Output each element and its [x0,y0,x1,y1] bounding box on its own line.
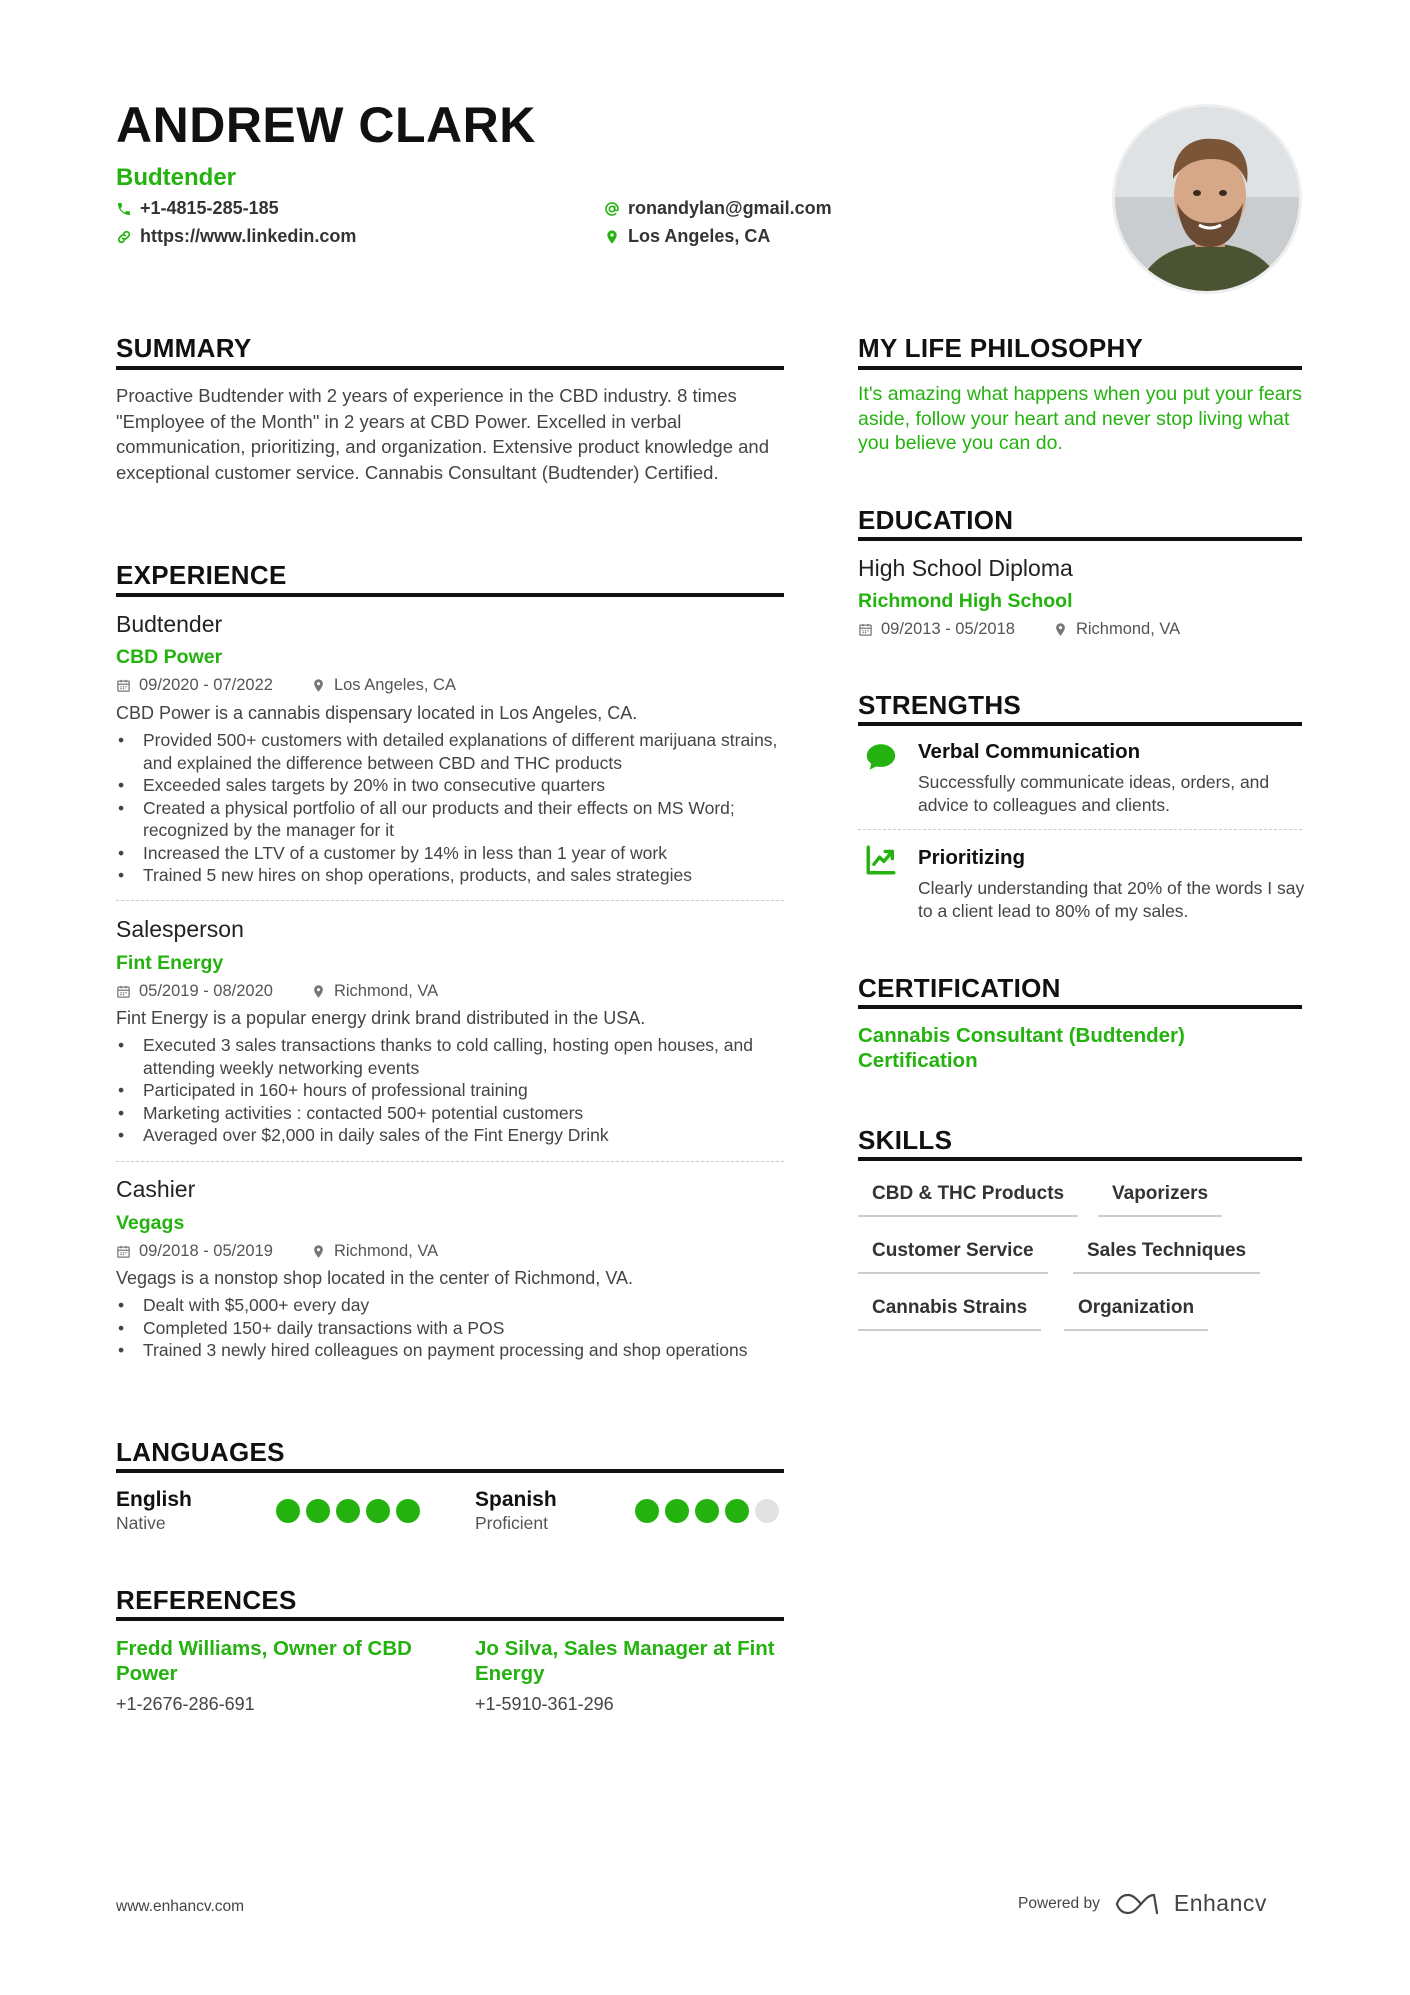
strengths-heading: STRENGTHS [858,690,1022,720]
reference-name: Fredd Williams, Owner of CBD Power [116,1637,412,1685]
job-separator [116,900,784,901]
strength-separator [858,829,1302,830]
linkedin-link[interactable]: https://www.linkedin.com [140,226,357,246]
experience-divider [116,593,784,597]
strength-text: Successfully communicate ideas, orders, and advice to colleagues and clients. [918,772,1270,815]
phone-text: +1-4815-285-185 [140,198,279,218]
chat-bubble-icon [864,740,898,774]
contact-phone [116,198,279,219]
skill-tag: Organization [1064,1297,1208,1331]
language-rating [635,1499,779,1523]
bullet-item: • Executed 3 sales transactions thanks to cold calling, hosting open houses, and attending weekly networking events [116,1034,786,1079]
language-rating [276,1499,420,1523]
contact-location [604,226,770,247]
reference-name: Jo Silva, Sales Manager at Fint Energy [475,1637,775,1685]
education-degree: High School Diploma [858,555,1073,581]
rating-dot-filled [366,1499,390,1523]
job-bullets [116,1294,786,1362]
contact-linkedin[interactable] [116,226,356,247]
language-name: Spanish [475,1488,557,1511]
job-bullets [116,729,786,887]
rating-dot-filled [695,1499,719,1523]
email-link[interactable]: ronandylan@gmail.com [628,198,832,218]
location-pin-icon [311,1244,326,1259]
certification-heading: CERTIFICATION [858,973,1061,1003]
bullet-item: • Increased the LTV of a customer by 14% in less than 1 year of work [116,842,786,865]
powered-by-text: Powered by [1018,1894,1100,1912]
bullet-item: • Dealt with $5,000+ every day [116,1294,786,1317]
calendar-icon [116,984,131,999]
summary-heading: SUMMARY [116,333,252,363]
strength-title: Verbal Communication [918,740,1141,763]
education-divider [858,537,1302,541]
bullet-item: • Trained 5 new hires on shop operations, products, and sales strategies [116,864,786,887]
bullet-item: • Trained 3 newly hired colleagues on payment processing and shop operations [116,1339,786,1362]
enhancv-brand: Enhancv [1173,1890,1267,1916]
rating-dot-filled [635,1499,659,1523]
candidate-title: Budtender [116,164,236,191]
education-school: Richmond High School [858,590,1073,612]
contact-email[interactable] [604,198,832,219]
rating-dot-filled [276,1499,300,1523]
experience-heading: EXPERIENCE [116,560,287,590]
skills-heading: SKILLS [858,1125,953,1155]
bullet-item: • Exceeded sales targets by 20% in two consecutive quarters [116,774,786,797]
skill-tag: CBD & THC Products [858,1183,1078,1217]
philosophy-heading: MY LIFE PHILOSOPHY [858,333,1144,363]
certification-name: Cannabis Consultant (Budtender) Certification [858,1024,1185,1072]
job-description: Vegags is a nonstop shop located in the center of Richmond, VA. [116,1268,633,1288]
job-separator [116,1161,784,1162]
trend-chart-icon [864,843,898,877]
language-level: Native [116,1513,166,1533]
strength-text: Clearly understanding that 20% of the words I say to a client lead to 80% of my sales. [918,878,1305,921]
bullet-item: • Created a physical portfolio of all our products and their effects on MS Word; recognized by the manager for it [116,797,786,842]
bullet-item: • Participated in 160+ hours of professional training [116,1079,786,1102]
location-pin-icon [604,229,620,245]
languages-heading: LANGUAGES [116,1437,285,1467]
rating-dot-filled [725,1499,749,1523]
summary-divider [116,366,784,370]
language-name: English [116,1488,192,1511]
skill-tag: Vaporizers [1098,1183,1222,1217]
location-text: Los Angeles, CA [628,226,771,246]
job-dates: 09/2020 - 07/2022 [139,676,273,694]
job-description: CBD Power is a cannabis dispensary located in Los Angeles, CA. [116,703,638,723]
education-heading: EDUCATION [858,505,1014,535]
location-pin-icon [311,678,326,693]
certification-divider [858,1005,1302,1009]
education-location: Richmond, VA [1075,620,1181,638]
philosophy-text: It's amazing what happens when you put your fears aside, follow your heart and never stop living what you believe you can do. [858,383,1302,454]
job-company: CBD Power [116,646,223,668]
job-location: Richmond, VA [333,1242,439,1260]
reference-phone: +1-5910-361-296 [475,1694,614,1714]
job-company: Vegags [116,1212,185,1234]
rating-dot-filled [336,1499,360,1523]
footer-branding [1018,1890,1267,1917]
job-meta [116,982,438,1001]
at-icon [604,201,620,217]
skill-tag: Customer Service [858,1240,1048,1274]
job-location: Los Angeles, CA [333,676,456,694]
enhancv-logo-icon [1114,1891,1160,1917]
rating-dot-filled [306,1499,330,1523]
rating-dot-filled [665,1499,689,1523]
bullet-item: • Averaged over $2,000 in daily sales of the Fint Energy Drink [116,1124,786,1147]
calendar-icon [858,622,873,637]
candidate-name: ANDREW CLARK [116,97,536,153]
reference-phone: +1-2676-286-691 [116,1694,255,1714]
skill-tag: Cannabis Strains [858,1297,1041,1331]
job-title: Cashier [116,1176,196,1202]
job-title: Salesperson [116,916,244,942]
job-description: Fint Energy is a popular energy drink brand distributed in the USA. [116,1008,646,1028]
education-dates: 09/2013 - 05/2018 [881,620,1015,638]
strengths-divider [858,722,1302,726]
strength-title: Prioritizing [918,846,1026,869]
location-pin-icon [311,984,326,999]
bullet-item: • Marketing activities : contacted 500+ potential customers [116,1102,786,1125]
job-company: Fint Energy [116,952,224,974]
skill-tag: Sales Techniques [1073,1240,1260,1274]
rating-dot-empty [755,1499,779,1523]
job-bullets [116,1034,786,1147]
phone-icon [116,201,132,217]
references-divider [116,1617,784,1621]
rating-dot-filled [396,1499,420,1523]
job-dates: 05/2019 - 08/2020 [139,982,273,1000]
footer-site-link[interactable]: www.enhancv.com [116,1898,245,1915]
education-meta [858,620,1180,639]
job-dates: 09/2018 - 05/2019 [139,1242,273,1260]
calendar-icon [116,1244,131,1259]
job-title: Budtender [116,611,223,637]
job-location: Richmond, VA [333,982,439,1000]
calendar-icon [116,678,131,693]
job-meta [116,676,456,695]
bullet-item: • Provided 500+ customers with detailed explanations of different marijuana strains, and explained the difference between CBD and THC products [116,729,786,774]
location-pin-icon [1053,622,1068,637]
job-meta [116,1242,438,1261]
bullet-item: • Completed 150+ daily transactions with a POS [116,1317,786,1340]
references-heading: REFERENCES [116,1585,297,1615]
profile-photo [1112,104,1302,294]
philosophy-divider [858,366,1302,370]
summary-text: Proactive Budtender with 2 years of experience in the CBD industry. 8 times "Employee of the Month" in 2 years at CBD Power. Excelled in verbal communication, prioritizing, and organization. Extensive product knowledge and exceptional customer service. Cannabis Consultant (Budtender) Certified. [116,385,770,483]
skills-divider [858,1157,1302,1161]
link-icon [116,229,132,245]
languages-divider [116,1469,784,1473]
language-level: Proficient [475,1513,548,1533]
